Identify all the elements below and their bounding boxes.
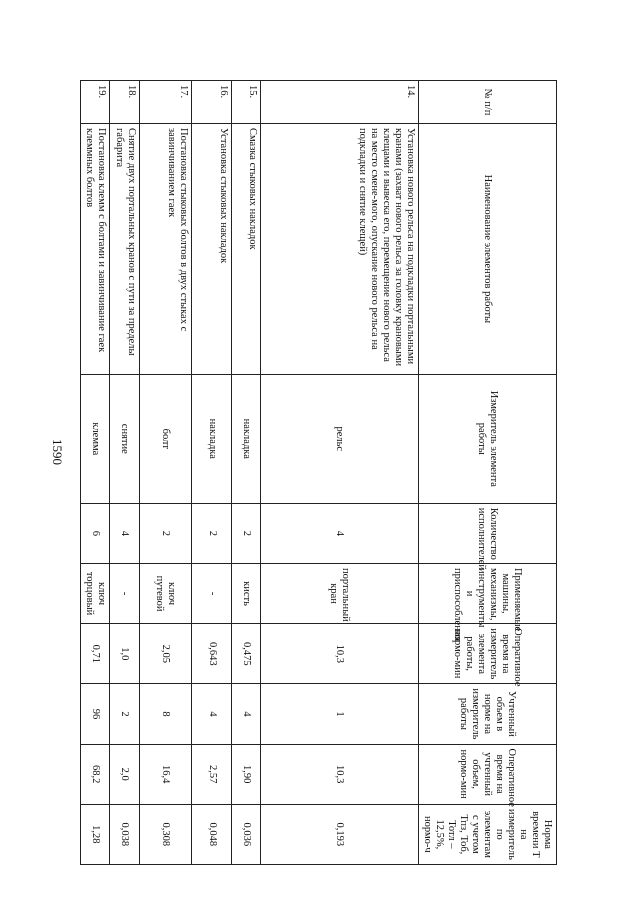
table-row xyxy=(110,81,139,865)
cell-op-time-volume: 16,4 xyxy=(139,744,191,804)
header-number: № п/п xyxy=(418,81,556,124)
cell-machines: ключ путевой xyxy=(139,563,191,623)
table-body xyxy=(81,81,557,865)
cell-norm: 0,036 xyxy=(232,804,260,864)
cell-unit: накладка xyxy=(232,374,260,503)
row-number: 17. xyxy=(139,81,191,124)
cell-machines: портальный кран xyxy=(260,563,418,623)
work-elements-table xyxy=(80,80,557,865)
cell-op-time-volume: 10,3 xyxy=(260,744,418,804)
header-name: Наименование элементов работы xyxy=(418,123,556,374)
page-number: 1590 xyxy=(50,439,65,465)
row-number: 16. xyxy=(191,81,231,124)
cell-unit: рельс xyxy=(260,374,418,503)
cell-name: Постановка стыковых болтов в двух стыках с завинчиванием гаек xyxy=(139,123,191,374)
cell-workers: 2 xyxy=(191,503,231,563)
cell-op-time-volume: 1,90 xyxy=(232,744,260,804)
row-number: 19. xyxy=(81,81,110,124)
header-machines: Применяемые машины, механизмы, инструменты и приспособления xyxy=(418,563,556,623)
cell-machines: - xyxy=(110,563,139,623)
cell-norm: 0,048 xyxy=(191,804,231,864)
cell-volume: 2 xyxy=(110,684,139,744)
cell-workers: 4 xyxy=(110,503,139,563)
cell-norm: 0,308 xyxy=(139,804,191,864)
cell-op-time: 10,3 xyxy=(260,624,418,684)
cell-machines: - xyxy=(191,563,231,623)
table-row xyxy=(260,81,418,865)
cell-machines: ключ торцовый xyxy=(81,563,110,623)
table-row xyxy=(139,81,191,865)
cell-unit: накладка xyxy=(191,374,231,503)
cell-norm: 0,038 xyxy=(110,804,139,864)
header-op-time: Оперативное время на измеритель элемента работы, нормо-мин xyxy=(418,624,556,684)
cell-op-time: 2,05 xyxy=(139,624,191,684)
cell-workers: 6 xyxy=(81,503,110,563)
table-row xyxy=(232,81,260,865)
table-row xyxy=(81,81,110,865)
cell-op-time-volume: 2,57 xyxy=(191,744,231,804)
cell-norm: 1,28 xyxy=(81,804,110,864)
row-number: 14. xyxy=(260,81,418,124)
cell-op-time: 0,475 xyxy=(232,624,260,684)
cell-name: Снятие двух портальных кранов с пути за пределы габарита xyxy=(110,123,139,374)
header-row xyxy=(418,81,556,865)
cell-volume: 1 xyxy=(260,684,418,744)
row-number: 15. xyxy=(232,81,260,124)
cell-op-time: 0,71 xyxy=(81,624,110,684)
cell-volume: 4 xyxy=(191,684,231,744)
cell-machines: кисть xyxy=(232,563,260,623)
cell-unit: клемма xyxy=(81,374,110,503)
cell-norm: 0,193 xyxy=(260,804,418,864)
header-workers: Количество исполнителей xyxy=(418,503,556,563)
cell-name: Установка нового рельса на подкладки портальными кранами (захват нового рельса за головку крановыми клещами и вывеска его, перемещение нового рельса на место смене-мого, опускание нового рельса на подкладки и снятие клещей) xyxy=(260,123,418,374)
cell-workers: 4 xyxy=(260,503,418,563)
cell-op-time-volume: 2,0 xyxy=(110,744,139,804)
cell-volume: 8 xyxy=(139,684,191,744)
cell-workers: 2 xyxy=(232,503,260,563)
header-norm: Норма времени Т на измеритель по элементам с учетом Тпз, Тоб, Тотл – 12,5%, нормо-ч xyxy=(418,804,556,864)
cell-op-time: 1,0 xyxy=(110,624,139,684)
cell-unit: болт xyxy=(139,374,191,503)
cell-unit: снятие xyxy=(110,374,139,503)
cell-name: Смазка стыковых накладок xyxy=(232,123,260,374)
cell-name: Установка стыковых накладок xyxy=(191,123,231,374)
table-row xyxy=(191,81,231,865)
cell-op-time-volume: 68,2 xyxy=(81,744,110,804)
header-volume: Учтенный объем в норме на измеритель работы xyxy=(418,684,556,744)
row-number: 18. xyxy=(110,81,139,124)
cell-op-time: 0,643 xyxy=(191,624,231,684)
cell-workers: 2 xyxy=(139,503,191,563)
cell-volume: 96 xyxy=(81,684,110,744)
cell-name: Постановка клемм с болтами и завинчивание гаек клеммных болтов xyxy=(81,123,110,374)
cell-volume: 4 xyxy=(232,684,260,744)
header-op-time-volume: Оперативное время на учтенный объем, нормо-мин xyxy=(418,744,556,804)
header-unit: Измеритель элемента работы xyxy=(418,374,556,503)
norms-table-wrapper xyxy=(80,80,557,865)
